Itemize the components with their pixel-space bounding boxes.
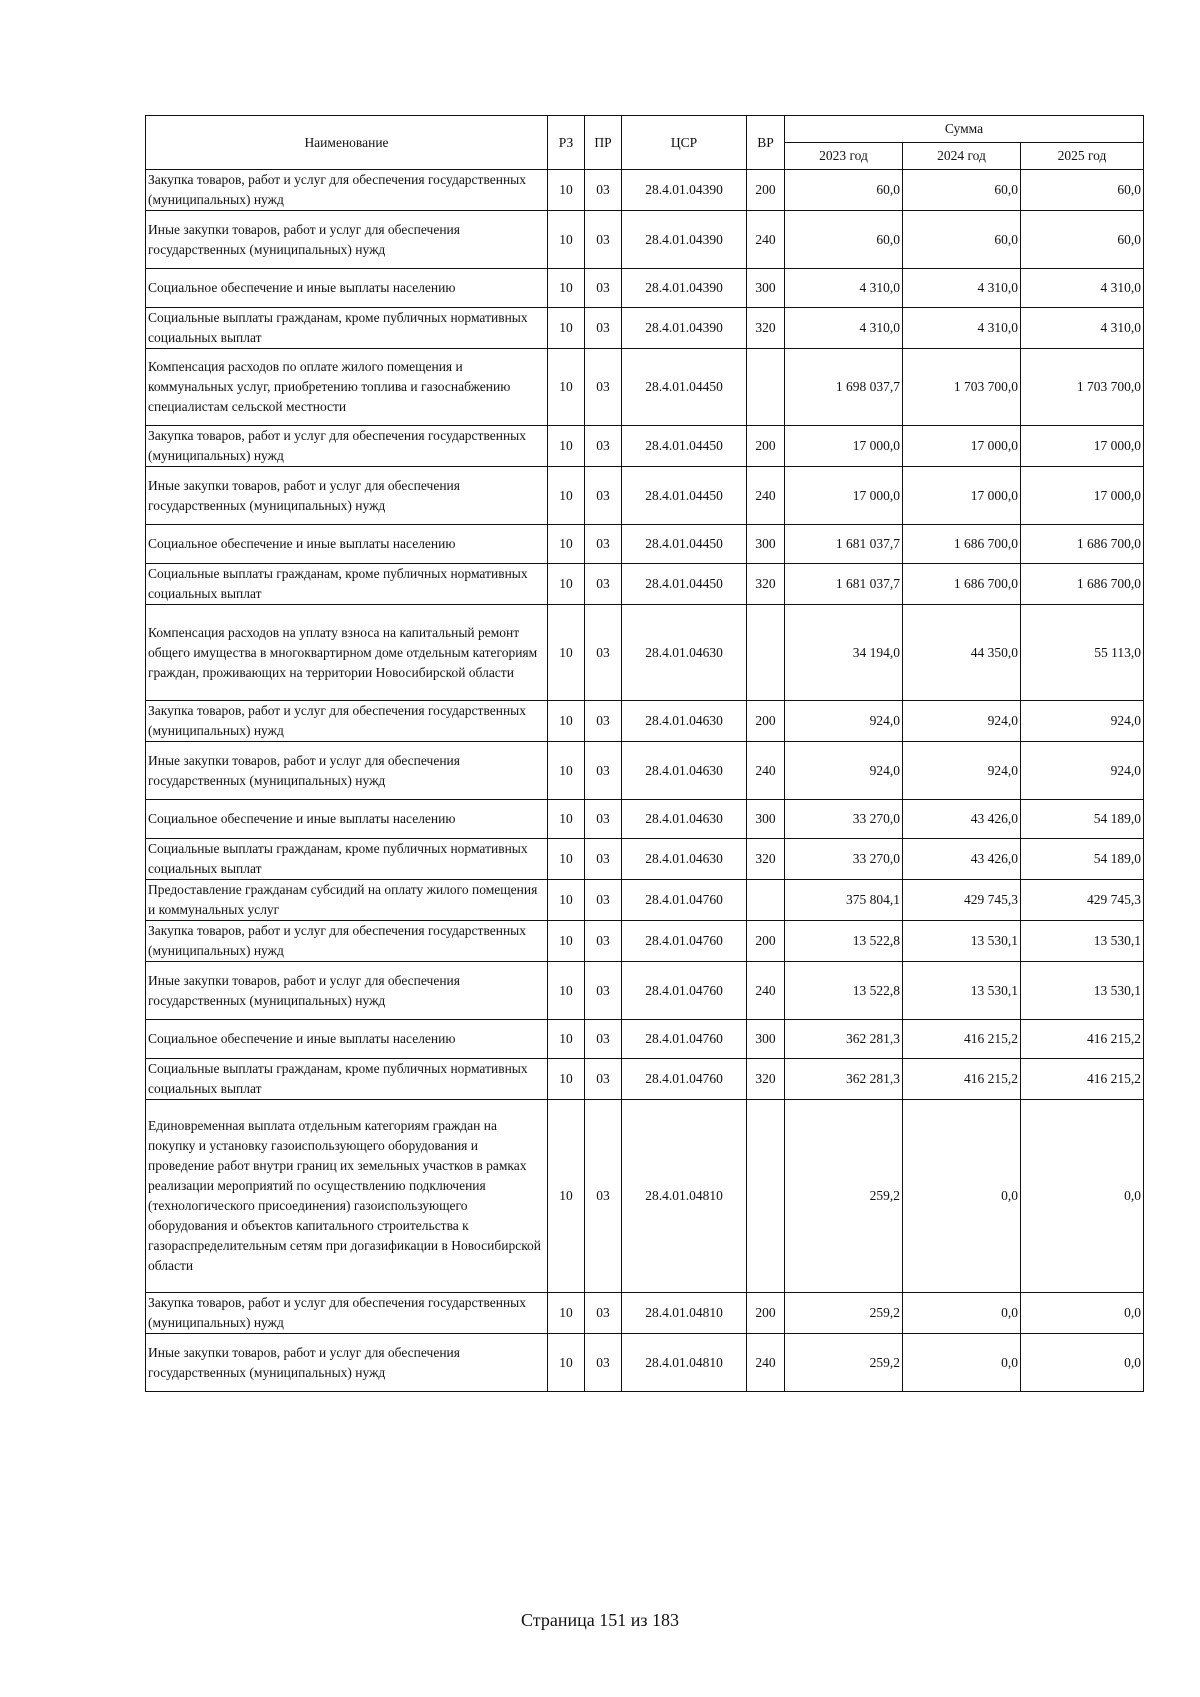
cell-name: Иные закупки товаров, работ и услуг для обеспечения государственных (муниципальных) нужд <box>146 962 548 1020</box>
cell-csr: 28.4.01.04450 <box>622 564 747 605</box>
cell-y2025: 13 530,1 <box>1021 962 1144 1020</box>
cell-y2025: 4 310,0 <box>1021 308 1144 349</box>
table-row <box>146 564 1144 605</box>
cell-name: Компенсация расходов по оплате жилого помещения и коммунальных услуг, приобретению топлива и газоснабжению специалистам сельской местности <box>146 349 548 426</box>
cell-name: Социальное обеспечение и иные выплаты населению <box>146 1020 548 1059</box>
cell-y2025: 1 703 700,0 <box>1021 349 1144 426</box>
table-row <box>146 170 1144 211</box>
cell-rz: 10 <box>548 170 585 211</box>
table-row <box>146 962 1144 1020</box>
table-row <box>146 839 1144 880</box>
cell-vr: 320 <box>747 839 785 880</box>
cell-y2024: 924,0 <box>903 742 1021 800</box>
header-year-2024: 2024 год <box>903 143 1021 170</box>
cell-csr: 28.4.01.04760 <box>622 1020 747 1059</box>
cell-vr: 240 <box>747 211 785 269</box>
table-body <box>146 170 1144 1392</box>
cell-vr: 200 <box>747 170 785 211</box>
cell-y2025: 17 000,0 <box>1021 426 1144 467</box>
table-row <box>146 605 1144 701</box>
cell-csr: 28.4.01.04810 <box>622 1334 747 1392</box>
cell-name: Предоставление гражданам субсидий на оплату жилого помещения и коммунальных услуг <box>146 880 548 921</box>
cell-vr: 300 <box>747 525 785 564</box>
cell-pr: 03 <box>585 1059 622 1100</box>
table-row <box>146 467 1144 525</box>
cell-csr: 28.4.01.04760 <box>622 1059 747 1100</box>
cell-y2023: 34 194,0 <box>785 605 903 701</box>
cell-pr: 03 <box>585 800 622 839</box>
table-row <box>146 1020 1144 1059</box>
cell-rz: 10 <box>548 742 585 800</box>
cell-y2023: 1 681 037,7 <box>785 564 903 605</box>
table-row <box>146 1293 1144 1334</box>
cell-y2025: 0,0 <box>1021 1334 1144 1392</box>
table-row <box>146 269 1144 308</box>
table-row <box>146 1100 1144 1293</box>
cell-pr: 03 <box>585 880 622 921</box>
cell-pr: 03 <box>585 839 622 880</box>
cell-name: Компенсация расходов на уплату взноса на капитальный ремонт общего имущества в многоквартирном доме отдельным категориям граждан, проживающих на территории Новосибирской области <box>146 605 548 701</box>
table-row <box>146 800 1144 839</box>
cell-name: Единовременная выплата отдельным категориям граждан на покупку и установку газоиспользующего оборудования и проведение работ внутри границ их земельных участков в рамках реализации мероприятий по осуществлению подключения (технологического присоединения) газоиспользующего оборудования и объектов капитального строительства к газораспределительным сетям при догазификации в Новосибирской области <box>146 1100 548 1293</box>
cell-y2024: 13 530,1 <box>903 962 1021 1020</box>
cell-name: Иные закупки товаров, работ и услуг для обеспечения государственных (муниципальных) нужд <box>146 1334 548 1392</box>
cell-y2025: 429 745,3 <box>1021 880 1144 921</box>
cell-pr: 03 <box>585 1100 622 1293</box>
cell-vr <box>747 880 785 921</box>
cell-pr: 03 <box>585 467 622 525</box>
cell-y2025: 60,0 <box>1021 211 1144 269</box>
cell-y2025: 0,0 <box>1021 1100 1144 1293</box>
cell-name: Социальное обеспечение и иные выплаты населению <box>146 525 548 564</box>
header-csr: ЦСР <box>622 116 747 170</box>
header-rz: РЗ <box>548 116 585 170</box>
cell-pr: 03 <box>585 1020 622 1059</box>
cell-pr: 03 <box>585 1334 622 1392</box>
table-row <box>146 921 1144 962</box>
cell-y2023: 60,0 <box>785 211 903 269</box>
cell-y2023: 4 310,0 <box>785 269 903 308</box>
cell-y2025: 924,0 <box>1021 742 1144 800</box>
cell-y2024: 4 310,0 <box>903 308 1021 349</box>
cell-rz: 10 <box>548 525 585 564</box>
table-row <box>146 742 1144 800</box>
cell-y2025: 13 530,1 <box>1021 921 1144 962</box>
cell-name: Социальные выплаты гражданам, кроме публичных нормативных социальных выплат <box>146 1059 548 1100</box>
header-pr: ПР <box>585 116 622 170</box>
header-name: Наименование <box>146 116 548 170</box>
cell-y2025: 416 215,2 <box>1021 1020 1144 1059</box>
cell-csr: 28.4.01.04810 <box>622 1293 747 1334</box>
cell-y2025: 416 215,2 <box>1021 1059 1144 1100</box>
cell-rz: 10 <box>548 1020 585 1059</box>
cell-pr: 03 <box>585 269 622 308</box>
cell-name: Социальные выплаты гражданам, кроме публичных нормативных социальных выплат <box>146 839 548 880</box>
cell-y2024: 4 310,0 <box>903 269 1021 308</box>
cell-name: Закупка товаров, работ и услуг для обеспечения государственных (муниципальных) нужд <box>146 170 548 211</box>
cell-vr: 240 <box>747 742 785 800</box>
cell-y2023: 362 281,3 <box>785 1020 903 1059</box>
cell-rz: 10 <box>548 1059 585 1100</box>
cell-name: Социальное обеспечение и иные выплаты населению <box>146 269 548 308</box>
table-row <box>146 308 1144 349</box>
table-row <box>146 426 1144 467</box>
cell-pr: 03 <box>585 605 622 701</box>
header-year-2025: 2025 год <box>1021 143 1144 170</box>
cell-pr: 03 <box>585 1293 622 1334</box>
cell-rz: 10 <box>548 921 585 962</box>
cell-vr: 320 <box>747 308 785 349</box>
cell-name: Закупка товаров, работ и услуг для обеспечения государственных (муниципальных) нужд <box>146 921 548 962</box>
table-row <box>146 880 1144 921</box>
cell-y2024: 0,0 <box>903 1334 1021 1392</box>
cell-rz: 10 <box>548 426 585 467</box>
cell-y2023: 13 522,8 <box>785 921 903 962</box>
cell-vr: 320 <box>747 564 785 605</box>
cell-y2024: 44 350,0 <box>903 605 1021 701</box>
cell-y2024: 1 703 700,0 <box>903 349 1021 426</box>
cell-y2024: 0,0 <box>903 1100 1021 1293</box>
cell-pr: 03 <box>585 349 622 426</box>
cell-name: Социальное обеспечение и иные выплаты населению <box>146 800 548 839</box>
cell-csr: 28.4.01.04630 <box>622 800 747 839</box>
cell-y2023: 17 000,0 <box>785 467 903 525</box>
cell-rz: 10 <box>548 349 585 426</box>
cell-pr: 03 <box>585 426 622 467</box>
cell-pr: 03 <box>585 921 622 962</box>
cell-rz: 10 <box>548 839 585 880</box>
cell-y2024: 17 000,0 <box>903 426 1021 467</box>
cell-y2024: 60,0 <box>903 211 1021 269</box>
cell-name: Иные закупки товаров, работ и услуг для обеспечения государственных (муниципальных) нужд <box>146 742 548 800</box>
cell-csr: 28.4.01.04450 <box>622 349 747 426</box>
cell-csr: 28.4.01.04630 <box>622 605 747 701</box>
cell-y2025: 0,0 <box>1021 1293 1144 1334</box>
cell-csr: 28.4.01.04630 <box>622 839 747 880</box>
cell-y2024: 60,0 <box>903 170 1021 211</box>
cell-name: Закупка товаров, работ и услуг для обеспечения государственных (муниципальных) нужд <box>146 426 548 467</box>
header-year-2023: 2023 год <box>785 143 903 170</box>
cell-vr: 240 <box>747 467 785 525</box>
cell-rz: 10 <box>548 1293 585 1334</box>
cell-name: Иные закупки товаров, работ и услуг для обеспечения государственных (муниципальных) нужд <box>146 211 548 269</box>
cell-vr: 320 <box>747 1059 785 1100</box>
cell-pr: 03 <box>585 701 622 742</box>
cell-pr: 03 <box>585 308 622 349</box>
cell-csr: 28.4.01.04630 <box>622 701 747 742</box>
cell-csr: 28.4.01.04760 <box>622 880 747 921</box>
cell-rz: 10 <box>548 269 585 308</box>
cell-csr: 28.4.01.04450 <box>622 525 747 564</box>
cell-rz: 10 <box>548 701 585 742</box>
cell-vr <box>747 1100 785 1293</box>
cell-rz: 10 <box>548 1334 585 1392</box>
cell-rz: 10 <box>548 308 585 349</box>
cell-rz: 10 <box>548 467 585 525</box>
cell-vr: 200 <box>747 426 785 467</box>
table-row <box>146 349 1144 426</box>
cell-rz: 10 <box>548 800 585 839</box>
cell-y2023: 1 681 037,7 <box>785 525 903 564</box>
table-row <box>146 1059 1144 1100</box>
cell-name: Закупка товаров, работ и услуг для обеспечения государственных (муниципальных) нужд <box>146 1293 548 1334</box>
table-header <box>146 116 1144 170</box>
header-vr: ВР <box>747 116 785 170</box>
cell-y2024: 429 745,3 <box>903 880 1021 921</box>
cell-vr <box>747 349 785 426</box>
cell-csr: 28.4.01.04810 <box>622 1100 747 1293</box>
cell-vr: 300 <box>747 269 785 308</box>
cell-csr: 28.4.01.04450 <box>622 467 747 525</box>
cell-vr: 200 <box>747 701 785 742</box>
cell-rz: 10 <box>548 880 585 921</box>
cell-y2025: 17 000,0 <box>1021 467 1144 525</box>
cell-rz: 10 <box>548 564 585 605</box>
table-row <box>146 211 1144 269</box>
cell-y2023: 259,2 <box>785 1100 903 1293</box>
cell-y2025: 4 310,0 <box>1021 269 1144 308</box>
cell-pr: 03 <box>585 742 622 800</box>
cell-y2025: 54 189,0 <box>1021 800 1144 839</box>
cell-y2024: 1 686 700,0 <box>903 525 1021 564</box>
cell-name: Социальные выплаты гражданам, кроме публичных нормативных социальных выплат <box>146 564 548 605</box>
cell-y2023: 259,2 <box>785 1293 903 1334</box>
table-row <box>146 1334 1144 1392</box>
cell-y2023: 33 270,0 <box>785 839 903 880</box>
cell-y2024: 416 215,2 <box>903 1059 1021 1100</box>
cell-csr: 28.4.01.04450 <box>622 426 747 467</box>
cell-y2025: 924,0 <box>1021 701 1144 742</box>
cell-rz: 10 <box>548 1100 585 1293</box>
cell-y2025: 1 686 700,0 <box>1021 525 1144 564</box>
cell-y2023: 924,0 <box>785 701 903 742</box>
cell-y2025: 60,0 <box>1021 170 1144 211</box>
table-row <box>146 525 1144 564</box>
cell-csr: 28.4.01.04630 <box>622 742 747 800</box>
cell-rz: 10 <box>548 962 585 1020</box>
cell-y2025: 1 686 700,0 <box>1021 564 1144 605</box>
cell-vr: 240 <box>747 1334 785 1392</box>
budget-table <box>145 115 1144 1392</box>
cell-csr: 28.4.01.04390 <box>622 211 747 269</box>
cell-pr: 03 <box>585 525 622 564</box>
cell-y2023: 13 522,8 <box>785 962 903 1020</box>
cell-csr: 28.4.01.04760 <box>622 921 747 962</box>
cell-y2023: 924,0 <box>785 742 903 800</box>
cell-vr: 200 <box>747 921 785 962</box>
cell-vr: 300 <box>747 800 785 839</box>
cell-pr: 03 <box>585 170 622 211</box>
cell-y2023: 1 698 037,7 <box>785 349 903 426</box>
cell-y2024: 43 426,0 <box>903 839 1021 880</box>
cell-y2025: 54 189,0 <box>1021 839 1144 880</box>
cell-name: Закупка товаров, работ и услуг для обеспечения государственных (муниципальных) нужд <box>146 701 548 742</box>
cell-pr: 03 <box>585 211 622 269</box>
cell-y2023: 259,2 <box>785 1334 903 1392</box>
cell-y2024: 43 426,0 <box>903 800 1021 839</box>
cell-y2024: 0,0 <box>903 1293 1021 1334</box>
cell-y2024: 924,0 <box>903 701 1021 742</box>
cell-y2023: 362 281,3 <box>785 1059 903 1100</box>
cell-csr: 28.4.01.04390 <box>622 170 747 211</box>
cell-vr: 240 <box>747 962 785 1020</box>
cell-y2024: 13 530,1 <box>903 921 1021 962</box>
cell-y2024: 416 215,2 <box>903 1020 1021 1059</box>
cell-y2025: 55 113,0 <box>1021 605 1144 701</box>
cell-vr: 200 <box>747 1293 785 1334</box>
header-sum: Сумма <box>785 116 1144 143</box>
cell-pr: 03 <box>585 962 622 1020</box>
cell-name: Иные закупки товаров, работ и услуг для обеспечения государственных (муниципальных) нужд <box>146 467 548 525</box>
cell-y2024: 1 686 700,0 <box>903 564 1021 605</box>
cell-y2023: 17 000,0 <box>785 426 903 467</box>
cell-y2023: 375 804,1 <box>785 880 903 921</box>
cell-pr: 03 <box>585 564 622 605</box>
cell-y2024: 17 000,0 <box>903 467 1021 525</box>
cell-y2023: 4 310,0 <box>785 308 903 349</box>
cell-y2023: 33 270,0 <box>785 800 903 839</box>
cell-rz: 10 <box>548 211 585 269</box>
cell-csr: 28.4.01.04390 <box>622 269 747 308</box>
cell-y2023: 60,0 <box>785 170 903 211</box>
cell-name: Социальные выплаты гражданам, кроме публичных нормативных социальных выплат <box>146 308 548 349</box>
cell-csr: 28.4.01.04760 <box>622 962 747 1020</box>
cell-rz: 10 <box>548 605 585 701</box>
cell-csr: 28.4.01.04390 <box>622 308 747 349</box>
cell-vr: 300 <box>747 1020 785 1059</box>
cell-vr <box>747 605 785 701</box>
table-row <box>146 701 1144 742</box>
page-number: Страница 151 из 183 <box>521 1610 679 1630</box>
